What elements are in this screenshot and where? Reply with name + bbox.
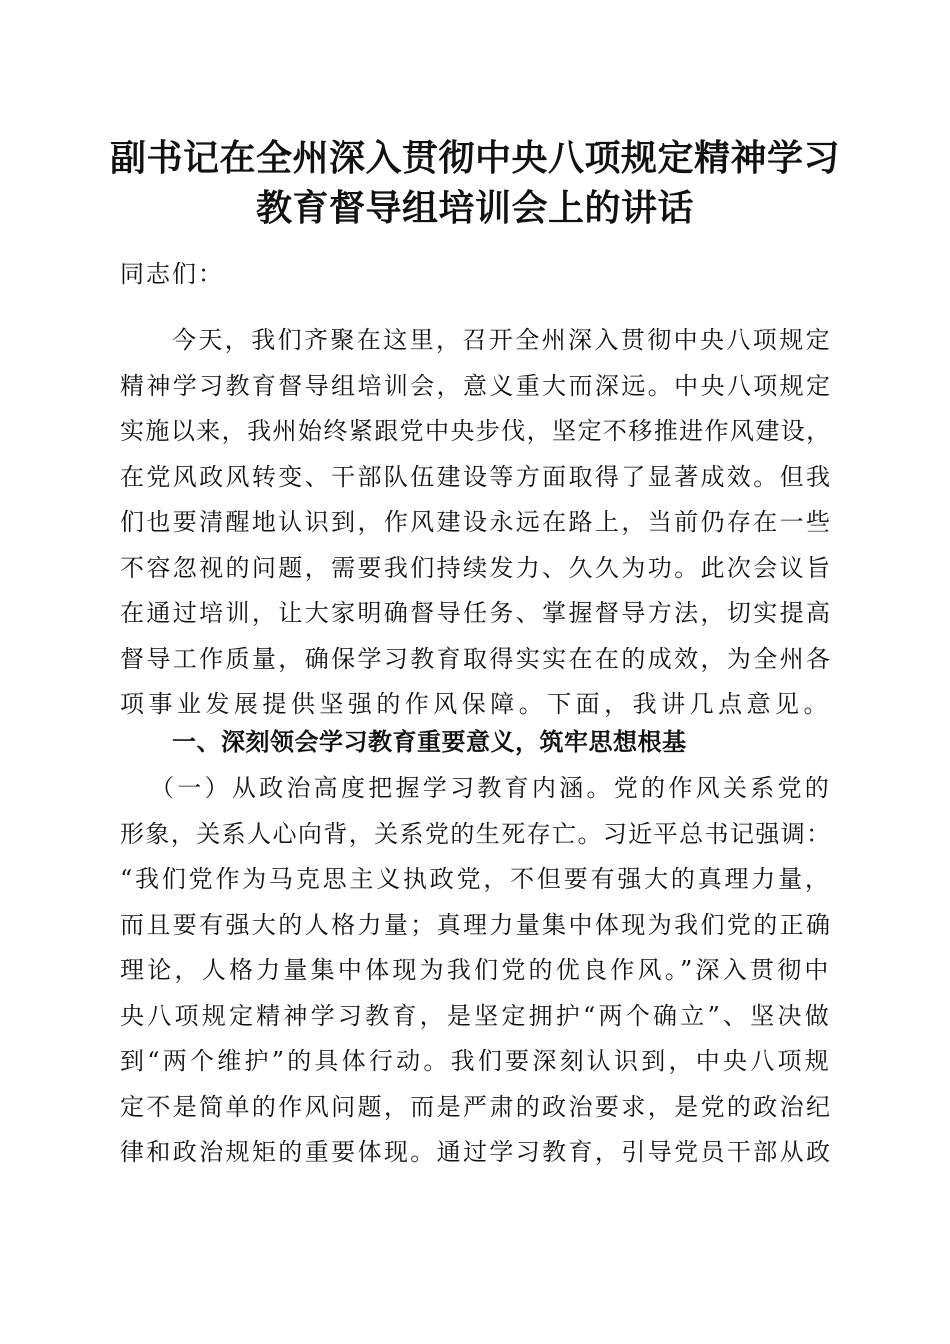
paragraph-line: （一）从政治高度把握学习教育内涵。党的作风关系党的 <box>150 774 832 802</box>
paragraph-line: 在通过培训，让大家明确督导任务、掌握督导方法，切实提高 <box>120 599 833 627</box>
paragraph-line: 形象，关系人心向背，关系党的生死存亡。习近平总书记强调： <box>120 819 832 848</box>
paragraph-2 <box>120 766 835 1176</box>
paragraph-line: 而且要有强大的人格力量；真理力量集中体现为我们党的正确 <box>120 910 833 939</box>
paragraph-line: 到“两个维护”的具体行动。我们要深刻认识到，中央八项规 <box>120 1047 832 1075</box>
paragraph-line: 实施以来，我州始终紧跟党中央步伐，坚定不移推进作风建设， <box>120 417 832 445</box>
section-heading-1: 一、深刻领会学习教育重要意义，筑牢思想根基 <box>172 728 687 756</box>
paragraph-line: 律和政治规矩的重要体现。通过学习教育，引导党员干部从政 <box>120 1138 833 1166</box>
paragraph-line: 定不是简单的作风问题，而是严肃的政治要求，是党的政治纪 <box>120 1092 833 1121</box>
paragraph-line: 项事业发展提供坚强的作风保障。下面，我讲几点意见。 <box>120 690 832 718</box>
paragraph-line: 们也要清醒地认识到，作风建设永远在路上，当前仍存在一些 <box>120 508 833 536</box>
document-title-line-2: 教育督导组培训会上的讲话 <box>255 187 694 229</box>
paragraph-1 <box>120 318 835 728</box>
salutation: 同志们： <box>120 260 224 288</box>
paragraph-line: 今天，我们齐聚在这里，召开全州深入贯彻中央八项规定 <box>172 326 832 354</box>
paragraph-line: 精神学习教育督导组培训会，意义重大而深远。中央八项规定 <box>120 371 833 400</box>
paragraph-line: 督导工作质量，确保学习教育取得实实在在的成效，为全州各 <box>120 644 833 673</box>
paragraph-line: 理论，人格力量集中体现为我们党的优良作风。”深入贯彻中 <box>120 956 832 984</box>
paragraph-line: 不容忽视的问题，需要我们持续发力、久久为功。此次会议旨 <box>120 553 833 582</box>
paragraph-line: “我们党作为马克思主义执政党，不但要有强大的真理力量， <box>120 865 832 893</box>
document-title-line-1: 副书记在全州深入贯彻中央八项规定精神学习 <box>109 137 840 179</box>
paragraph-line: 央八项规定精神学习教育，是坚定拥护“两个确立”、坚决做 <box>120 1001 832 1030</box>
paragraph-line: 在党风政风转变、干部队伍建设等方面取得了显著成效。但我 <box>120 462 833 491</box>
